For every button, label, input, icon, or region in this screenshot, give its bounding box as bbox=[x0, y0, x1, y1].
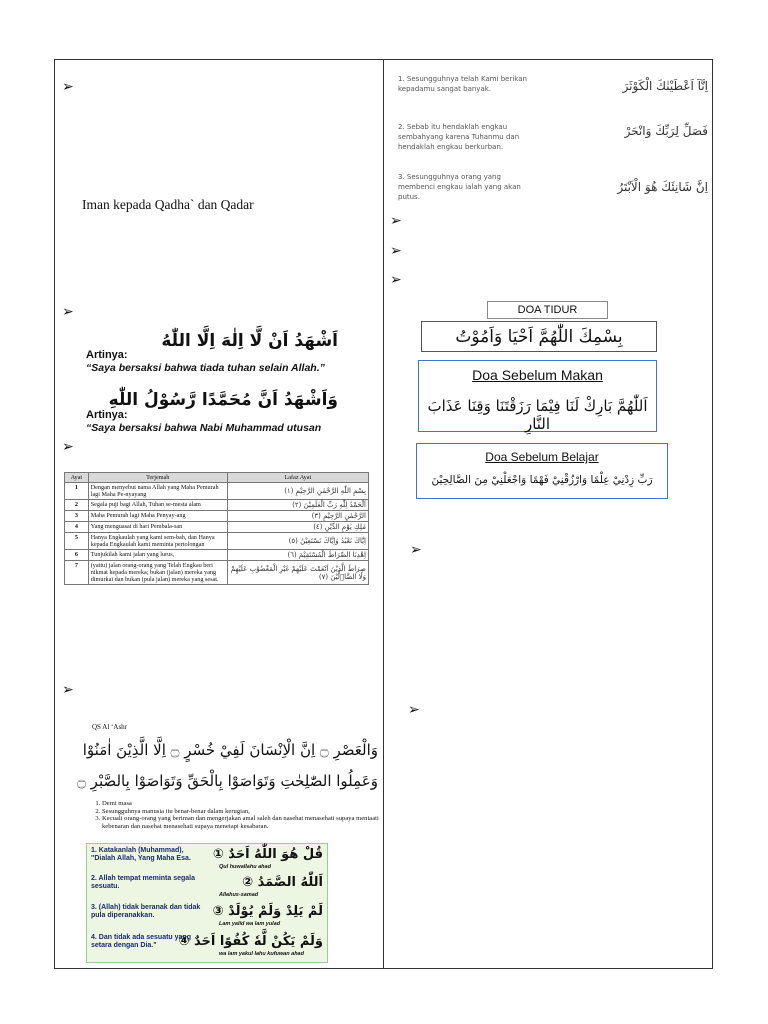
table-header: Ayat bbox=[65, 473, 89, 483]
ikhlas-latin: wa lam yakul lahu kufuwan ahad bbox=[219, 951, 304, 957]
ikhlas-row bbox=[91, 847, 325, 875]
doa-makan-arabic: اَللّٰهُمَّ بَارِكْ لَنَا فِيْمَا رَزَقْتَنَا وَقِنَا عَذَابَ النَّارِ bbox=[427, 397, 648, 433]
syahadat-arabic-2: وَاَشْهَدُ اَنَّ مُحَمَّدًا رَّسُوْلُ اللّٰهِ bbox=[108, 390, 338, 410]
kautsar-num: 2. bbox=[398, 123, 405, 131]
doa-belajar-arabic: رَبِّ زِدْنِيْ عِلْمًا وَارْزُقْنِيْ فَهْمًا وَاجْعَلْنِيْ مِنَ الصَّالِحِيْنَ bbox=[431, 474, 653, 486]
table-header: Lafaz Ayat bbox=[227, 473, 368, 483]
al-asr-meanings bbox=[92, 800, 390, 830]
kautsar-arabic: اِنَّآ اَعْطَيْنٰكَ الْكَوْثَرَ bbox=[622, 79, 708, 93]
doa-belajar-box bbox=[416, 443, 668, 499]
ikhlas-latin: Qul huwallahu ahad bbox=[219, 864, 271, 870]
bullet-icon: ➢ bbox=[62, 304, 74, 320]
bullet-icon: ➢ bbox=[62, 682, 74, 698]
table-cell-arabic: اِيَّاكَ نَعْبُدُ وَاِيَّاكَ نَسْتَعِيْنُ (٥) bbox=[227, 533, 368, 550]
table-cell-num: 5 bbox=[65, 533, 89, 550]
ikhlas-latin: Allahus-samad bbox=[219, 892, 259, 898]
table-cell-num: 3 bbox=[65, 511, 89, 522]
table-cell-num: 4 bbox=[65, 522, 89, 533]
ikhlas-latin: Lam yalid wa lam yulad bbox=[219, 921, 281, 927]
table-row bbox=[65, 483, 369, 500]
section-title: Iman kepada Qadha` dan Qadar bbox=[82, 197, 254, 212]
bullet-icon: ➢ bbox=[390, 213, 402, 229]
syahadat-arabic-1: اَشْهَدُ اَنْ لَّا اِلٰهَ اِلَّا اللّٰهُ bbox=[161, 331, 338, 351]
syahadat-meaning-2: “Saya bersaksi bahwa Nabi Muhammad utusan bbox=[86, 422, 322, 434]
table-row bbox=[65, 533, 369, 550]
ikhlas-arabic: قُلْ هُوَ اللّٰهُ اَحَدٌ ① bbox=[212, 847, 323, 862]
bullet-icon: ➢ bbox=[62, 79, 74, 95]
syahadat-label-2: Artinya: bbox=[86, 409, 128, 421]
kautsar-item bbox=[398, 122, 538, 152]
kautsar-num: 1. bbox=[398, 75, 405, 83]
column-divider bbox=[383, 59, 384, 969]
kautsar-meaning: Sesungguhnya orang yang membenci engkau ialah yang akan putus. bbox=[398, 173, 521, 202]
al-asr-arabic-1: وَالْعَصْرِ ۝ اِنَّ الْاِنْسَانَ لَفِيْ خُسْرٍ ۝ اِلَّا الَّذِيْنَ اٰمَنُوْا bbox=[82, 741, 378, 759]
ikhlas-row bbox=[91, 934, 325, 962]
ikhlas-translation: 4. Dan tidak ada sesuatu yang setara dengan Dia." bbox=[91, 934, 191, 950]
al-asr-title: QS Al ‘Ashr bbox=[92, 723, 128, 731]
table-cell-arabic: صِرَاطَ الَّذِيْنَ اَنْعَمْتَ عَلَيْهِمْ غَيْرِ الْمَغْضُوْبِ عَلَيْهِمْ وَلَا الضَّاۤلِّيْنَ (٧) bbox=[227, 561, 368, 585]
kautsar-item bbox=[398, 172, 538, 202]
table-cell-arabic: مٰلِكِ يَوْمِ الدِّيْنِ (٤) bbox=[227, 522, 368, 533]
syahadat-image bbox=[86, 327, 338, 437]
doa-tidur-arabic: بِسْمِكَ اللّٰهُمَّ اَحْيَا وَاَمُوْتُ bbox=[421, 321, 657, 352]
bullet-icon: ➢ bbox=[62, 439, 74, 455]
doa-belajar-title: Doa Sebelum Belajar bbox=[485, 450, 599, 464]
table-header: Terjemah bbox=[88, 473, 227, 483]
table-cell-translation: (yaitu) jalan orang-orang yang Telah Engkau beri nikmat kepada mereka; bukan (jalan) mereka yang dimurkai dan bukan (pula jalan) mereka yang sesat. bbox=[88, 561, 227, 585]
ikhlas-arabic: لَمْ يَلِدْ وَلَمْ يُوْلَدْ ③ bbox=[212, 904, 323, 919]
ikhlas-row bbox=[91, 875, 325, 903]
ikhlas-translation: 1. Katakanlah (Muhammad), "Dialah Allah, Yang Maha Esa. bbox=[91, 847, 191, 863]
table-cell-translation: Maha Pemurah lagi Maha Penyay-ang bbox=[88, 511, 227, 522]
table-cell-num: 1 bbox=[65, 483, 89, 500]
kautsar-arabic: فَصَلِّ لِرَبِّكَ وَانْحَرْ bbox=[624, 124, 708, 138]
table-cell-translation: Dengan menyebut nama Allah yang Maha Pemurah lagi Maha Pe-nyayang bbox=[88, 483, 227, 500]
table-cell-arabic: اَلْحَمْدُ لِلّٰهِ رَبِّ الْعٰلَمِيْنَ (٢) bbox=[227, 500, 368, 511]
ikhlas-arabic: وَلَمْ يَكُنْ لَّهٗ كُفُوًا اَحَدٌ ④ bbox=[178, 934, 323, 949]
table-row bbox=[65, 522, 369, 533]
table-cell-arabic: الرَّحْمٰنِ الرَّحِيْمِ (٣) bbox=[227, 511, 368, 522]
list-item: 2. Sesungguhnya manusia itu benar-benar dalam kerugian, bbox=[102, 808, 390, 816]
table-cell-num: 6 bbox=[65, 550, 89, 561]
doa-makan-title: Doa Sebelum Makan bbox=[472, 367, 603, 383]
bullet-icon: ➢ bbox=[408, 702, 420, 718]
kautsar-item bbox=[398, 74, 538, 94]
table-row bbox=[65, 511, 369, 522]
table-cell-arabic: اِهْدِنَا الصِّرَاطَ الْمُسْتَقِيْمَ (٦) bbox=[227, 550, 368, 561]
table-row bbox=[65, 500, 369, 511]
bullet-icon: ➢ bbox=[410, 542, 422, 558]
kautsar-meaning: Sebab itu hendaklah engkau sembahyang karena Tuhanmu dan hendaklah engkau berkurban. bbox=[398, 123, 520, 152]
doa-makan-box bbox=[418, 360, 657, 432]
table-cell-translation: Hanya Engkaulah yang kami sem-bah, dan Hanya kepada Engkaulah kami meminta pertolongan bbox=[88, 533, 227, 550]
ikhlas-translation: 3. (Allah) tidak beranak dan tidak pula diperanakkan. bbox=[91, 904, 201, 920]
ikhlas-row bbox=[91, 904, 325, 932]
table-cell-num: 7 bbox=[65, 561, 89, 585]
kautsar-meaning: Sesungguhnya telah Kami berikan kepadamu sangat banyak. bbox=[398, 75, 527, 94]
al-asr-arabic-2: وَعَمِلُوا الصّٰلِحٰتِ وَتَوَاصَوْا بِالْحَقِّ وَتَوَاصَوْا بِالصَّبْرِ ۝ bbox=[77, 772, 378, 790]
table-cell-translation: Tunjukilah kami jalan yang lurus, bbox=[88, 550, 227, 561]
table-cell-num: 2 bbox=[65, 500, 89, 511]
ikhlas-translation: 2. Allah tempat meminta segala sesuatu. bbox=[91, 875, 195, 891]
table-cell-arabic: بِسْمِ اللّٰهِ الرَّحْمٰنِ الرَّحِيْمِ (١) bbox=[227, 483, 368, 500]
table-cell-translation: Segala puji bagi Allah, Tuhan se-mesta alam bbox=[88, 500, 227, 511]
doa-tidur-title: DOA TIDUR bbox=[487, 301, 608, 319]
syahadat-meaning-1: “Saya bersaksi bahwa tiada tuhan selain Allah.” bbox=[86, 362, 325, 374]
list-item: 1. Demi masa bbox=[102, 800, 390, 808]
bullet-icon: ➢ bbox=[390, 272, 402, 288]
syahadat-label-1: Artinya: bbox=[86, 349, 128, 361]
table-cell-translation: Yang menguasai di hari Pembala-san bbox=[88, 522, 227, 533]
table-row bbox=[65, 550, 369, 561]
table-row bbox=[65, 561, 369, 585]
kautsar-num: 3. bbox=[398, 173, 405, 181]
fatihah-table bbox=[64, 472, 369, 585]
ikhlas-arabic: اَللّٰهُ الصَّمَدُ ② bbox=[242, 875, 323, 890]
kautsar-arabic: اِنَّ شَانِئَكَ هُوَ الْاَبْتَرُ bbox=[617, 180, 708, 194]
al-ikhlas-image bbox=[86, 843, 328, 963]
list-item: 3. Kecuali orang-orang yang beriman dan mengerjakan amal saleh dan nasehat menasehati supaya mentaati kebenaran dan nasehat menasehati supaya menetapi kesabaran. bbox=[102, 815, 390, 830]
bullet-icon: ➢ bbox=[390, 243, 402, 259]
